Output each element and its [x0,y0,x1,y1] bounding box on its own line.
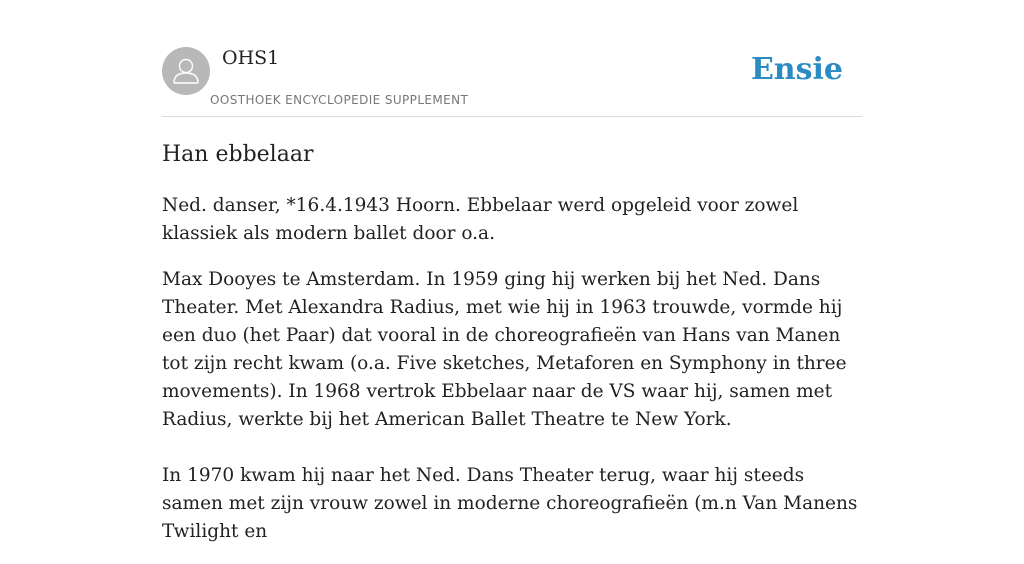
source-label[interactable]: OOSTHOEK ENCYCLOPEDIE SUPPLEMENT [210,93,469,107]
ensie-logo[interactable]: Ensie [750,52,843,87]
article-paragraph: In 1970 kwam hij naar het Ned. Dans Theater terug, waar hij steeds samen met zijn vrouw zowel in moderne choreografieën (m.n Van Manens Twilight en [162,465,858,542]
article-title: Han ebbelaar [162,142,314,167]
article-paragraph: Max Dooyes te Amsterdam. In 1959 ging hij werken bij het Ned. Dans Theater. Met Alexandra Radius, met wie hij in 1963 trouwde, vormde hij een duo (het Paar) dat vooral in de choreografieën van Hans van Manen tot zijn recht kwam (o.a. Five sketches, Metaforen en Symphony in three movements). In 1968 vertrok Ebbelaar naar de VS waar hij, samen met Radius, werkte bij het American Ballet Theatre te New York. [162,269,847,430]
author-name[interactable]: OHS1 [222,47,280,69]
user-avatar-icon[interactable] [162,47,210,95]
article-paragraph: Ned. danser, *16.4.1943 Hoorn. Ebbelaar werd opgeleid voor zowel klassiek als modern ballet door o.a. [162,195,799,244]
article-content [162,192,864,564]
page-header [162,0,862,117]
